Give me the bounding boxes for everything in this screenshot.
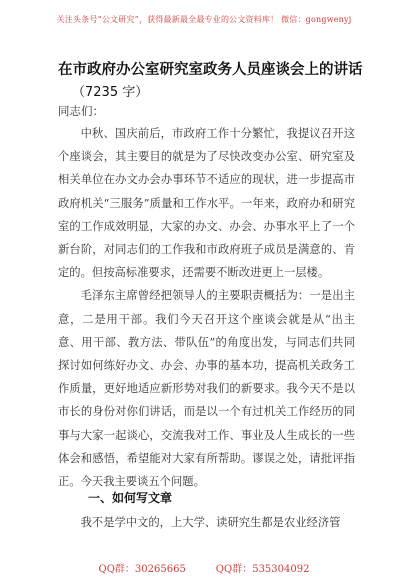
paragraph: 中秋、国庆前后，市政府工作十分繁忙，我提议召开这个座谈会，其主要目的就是为了尽快改变办公室、研究室及相关单位在办文办会办事环节不适应的现状，进一步提高市政府机关“三服务”质量和工作水平。一年来，政府办和研究室的工作成效明显，大家的办文、办会、办事水平上了一个新台阶，对同志们的工作我和市政府班子成员是满意的、肯定的。但按高标准要求，还需要不断改进更上一层楼。 <box>58 127 355 280</box>
paragraph: 我不是学中文的，上大学、读研究生都是农业经济管 <box>80 516 341 529</box>
section-heading: 一、如何写文章 <box>88 491 173 505</box>
top-banner: 关注头条号“公文研究”，获得最新最全最专业的公文资料库！ 微信：gongwenyj <box>56 15 352 24</box>
salutation: 同志们： <box>58 104 104 118</box>
footer: QQ群：30265665 QQ群：535304092 <box>98 564 310 575</box>
body-text <box>58 122 355 493</box>
word-count: （7235 字） <box>72 85 149 100</box>
paragraph: 毛泽东主席曾经把领导人的主要职责概括为：一是出主意，二是用干部。我们今天召开这个座谈会就是从“出主意、用干部、教方法、带队伍”的角度出发，与同志们共同探讨如何练好办文、办会、办事的基本功，提高机关政务工作质量，更好地适应新形势对我们的新要求。我今天不是以市长的身份对你们讲话，而是以一个有过机关工作经历的同事与大家一起谈心，交流我对工作、事业及人生成长的一些体会和感悟，希望能对大家有所帮助。谬误之处，请批评指正。今天我主要谈五个问题。 <box>58 289 355 489</box>
document-title: 在市政府办公室研究室政务人员座谈会上的讲话 <box>58 62 363 78</box>
